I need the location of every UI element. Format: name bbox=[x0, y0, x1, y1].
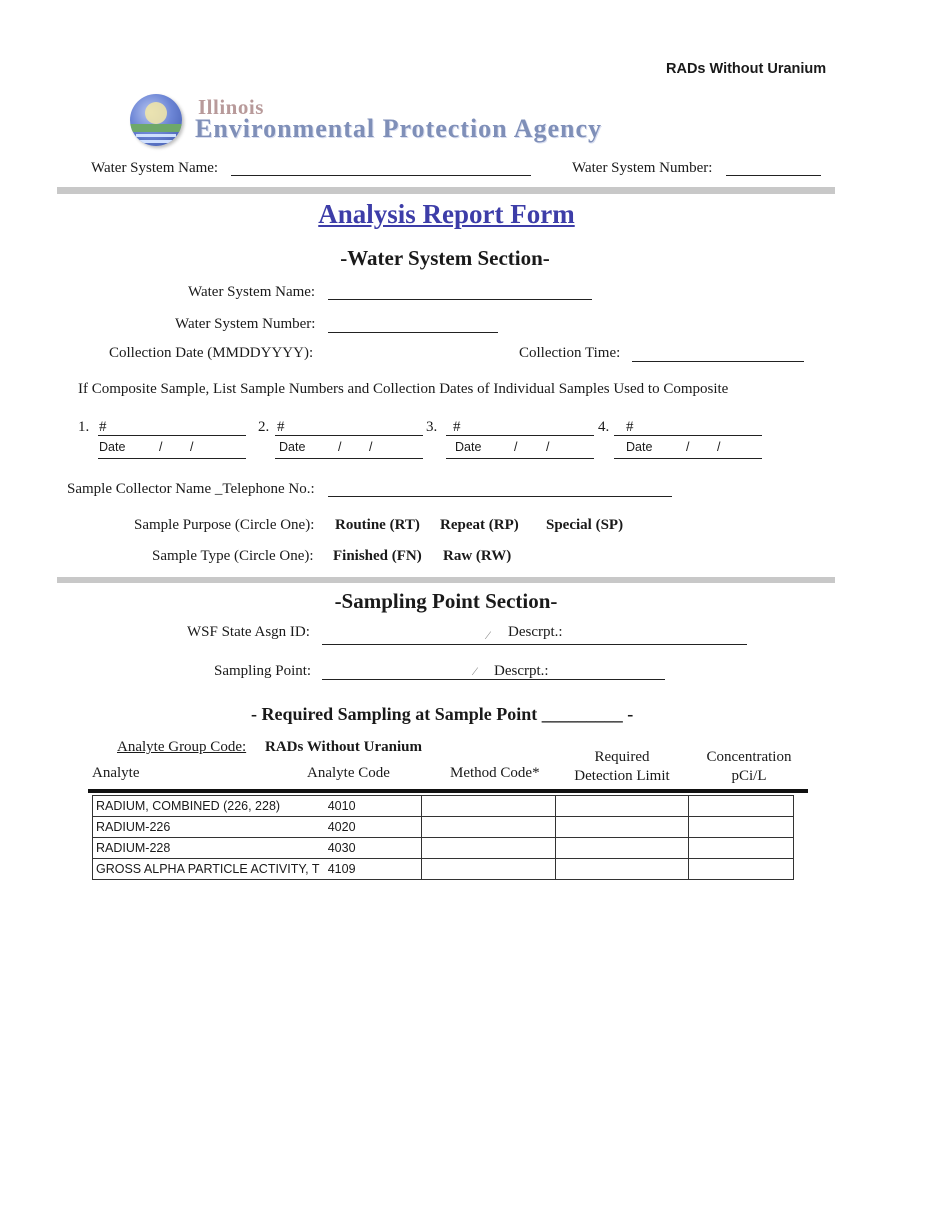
detection-limit-cell[interactable] bbox=[556, 817, 689, 838]
water-system-name-field[interactable] bbox=[328, 299, 592, 300]
date-separator: / bbox=[686, 440, 690, 454]
column-header-units: pCi/L bbox=[731, 768, 767, 784]
purpose-option-routine[interactable]: Routine (RT) bbox=[335, 517, 420, 533]
sampling-point-label: Sampling Point: bbox=[214, 663, 312, 679]
collector-label: Sample Collector Name _Telephone No.: bbox=[67, 481, 315, 497]
logo-state-name: Illinois bbox=[198, 95, 264, 119]
type-option-raw[interactable]: Raw (RW) bbox=[443, 548, 512, 564]
composite-sample-date-label: Date bbox=[279, 440, 306, 454]
document-category-title: RADs Without Uranium bbox=[666, 61, 827, 77]
analyte-table bbox=[92, 795, 794, 880]
water-system-section-heading: -Water System Section- bbox=[340, 246, 550, 270]
analyte-group-code-label: Analyte Group Code: bbox=[117, 739, 247, 755]
collection-time-label: Collection Time: bbox=[519, 345, 621, 361]
water-system-name-label: Water System Name: bbox=[188, 284, 316, 300]
date-separator: / bbox=[514, 440, 518, 454]
method-code-cell[interactable] bbox=[421, 817, 556, 838]
column-header-required: Required bbox=[594, 749, 650, 765]
composite-sample-date-field[interactable] bbox=[98, 458, 246, 459]
composite-sample-number: 3. bbox=[426, 419, 438, 435]
analyte-name-cell: RADIUM-226 bbox=[93, 817, 325, 838]
analyte-code-cell: 4010 bbox=[325, 796, 421, 817]
composite-sample-date-field[interactable] bbox=[614, 458, 762, 459]
composite-sample-date-label: Date bbox=[455, 440, 482, 454]
composite-sample-date-field[interactable] bbox=[446, 458, 594, 459]
table-row bbox=[93, 838, 794, 859]
analyte-code-cell: 4109 bbox=[325, 859, 421, 880]
collector-field[interactable] bbox=[328, 496, 672, 497]
wsf-state-id-field[interactable] bbox=[322, 644, 747, 645]
composite-sample-hash: # bbox=[626, 419, 634, 435]
sampling-point-descrpt-label: Descrpt.: bbox=[494, 663, 549, 679]
composite-instruction: If Composite Sample, List Sample Numbers and Collection Dates of Individual Samples Used to Composite bbox=[78, 381, 729, 397]
section-divider bbox=[57, 577, 835, 583]
detection-limit-cell[interactable] bbox=[556, 859, 689, 880]
composite-sample-number: 4. bbox=[598, 419, 610, 435]
analyte-name-cell: RADIUM-228 bbox=[93, 838, 325, 859]
composite-sample-hash: # bbox=[99, 419, 107, 435]
concentration-cell[interactable] bbox=[689, 859, 794, 880]
date-separator: / bbox=[190, 440, 194, 454]
collection-time-field[interactable] bbox=[632, 361, 804, 362]
composite-sample-hash: # bbox=[453, 419, 461, 435]
detection-limit-cell[interactable] bbox=[556, 796, 689, 817]
analyte-group-code-value: RADs Without Uranium bbox=[265, 739, 422, 755]
wsf-state-id-label: WSF State Asgn ID: bbox=[187, 624, 310, 640]
composite-sample-date-label: Date bbox=[626, 440, 653, 454]
header-water-system-name-field[interactable] bbox=[231, 175, 531, 176]
table-header-rule bbox=[88, 789, 808, 793]
page-title: Analysis Report Form bbox=[318, 199, 575, 229]
composite-sample-number: 1. bbox=[78, 419, 90, 435]
logo-agency-name: Environmental Protection Agency bbox=[195, 114, 603, 143]
header-divider bbox=[57, 187, 835, 194]
column-header-detection-limit: Detection Limit bbox=[574, 768, 670, 784]
date-separator: / bbox=[159, 440, 163, 454]
slash-divider-icon: ⁄ bbox=[474, 664, 477, 678]
composite-sample-number: 2. bbox=[258, 419, 270, 435]
detection-limit-cell[interactable] bbox=[556, 838, 689, 859]
date-separator: / bbox=[546, 440, 550, 454]
header-water-system-number-label: Water System Number: bbox=[572, 160, 713, 176]
composite-sample-date-label: Date bbox=[99, 440, 126, 454]
method-code-cell[interactable] bbox=[421, 796, 556, 817]
required-sampling-heading: - Required Sampling at Sample Point _________ - bbox=[251, 704, 634, 724]
analyte-code-cell: 4030 bbox=[325, 838, 421, 859]
method-code-cell[interactable] bbox=[421, 838, 556, 859]
water-system-number-field[interactable] bbox=[328, 332, 498, 333]
wsf-descrpt-label: Descrpt.: bbox=[508, 624, 563, 640]
sample-type-label: Sample Type (Circle One): bbox=[152, 548, 314, 564]
collection-date-label: Collection Date (MMDDYYYY): bbox=[109, 345, 314, 361]
column-header-analyte: Analyte bbox=[92, 765, 140, 781]
table-row bbox=[93, 796, 794, 817]
composite-sample-number-field[interactable] bbox=[446, 435, 594, 436]
table-row bbox=[93, 817, 794, 838]
sampling-point-section-heading: -Sampling Point Section- bbox=[334, 589, 558, 613]
concentration-cell[interactable] bbox=[689, 817, 794, 838]
illinois-epa-seal-icon bbox=[130, 94, 182, 146]
header-water-system-name-label: Water System Name: bbox=[91, 160, 219, 176]
water-system-number-label: Water System Number: bbox=[175, 316, 316, 332]
header-water-system-number-field[interactable] bbox=[726, 175, 821, 176]
type-option-finished[interactable]: Finished (FN) bbox=[333, 548, 422, 564]
method-code-cell[interactable] bbox=[421, 859, 556, 880]
analyte-name-cell: RADIUM, COMBINED (226, 228) bbox=[93, 796, 325, 817]
table-row bbox=[93, 859, 794, 880]
composite-sample-date-field[interactable] bbox=[275, 458, 423, 459]
concentration-cell[interactable] bbox=[689, 796, 794, 817]
date-separator: / bbox=[369, 440, 373, 454]
date-separator: / bbox=[717, 440, 721, 454]
composite-sample-number-field[interactable] bbox=[275, 435, 423, 436]
analyte-code-cell: 4020 bbox=[325, 817, 421, 838]
column-header-analyte-code: Analyte Code bbox=[307, 765, 390, 781]
composite-sample-number-field[interactable] bbox=[614, 435, 762, 436]
purpose-option-special[interactable]: Special (SP) bbox=[546, 517, 624, 533]
date-separator: / bbox=[338, 440, 342, 454]
composite-sample-number-field[interactable] bbox=[98, 435, 246, 436]
slash-divider-icon: ⁄ bbox=[487, 628, 490, 642]
composite-sample-hash: # bbox=[277, 419, 285, 435]
sample-purpose-label: Sample Purpose (Circle One): bbox=[134, 517, 315, 533]
concentration-cell[interactable] bbox=[689, 838, 794, 859]
column-header-concentration: Concentration bbox=[706, 749, 792, 765]
purpose-option-repeat[interactable]: Repeat (RP) bbox=[440, 517, 519, 533]
column-header-method-code: Method Code* bbox=[450, 765, 540, 781]
analyte-name-cell: GROSS ALPHA PARTICLE ACTIVITY, T bbox=[93, 859, 325, 880]
